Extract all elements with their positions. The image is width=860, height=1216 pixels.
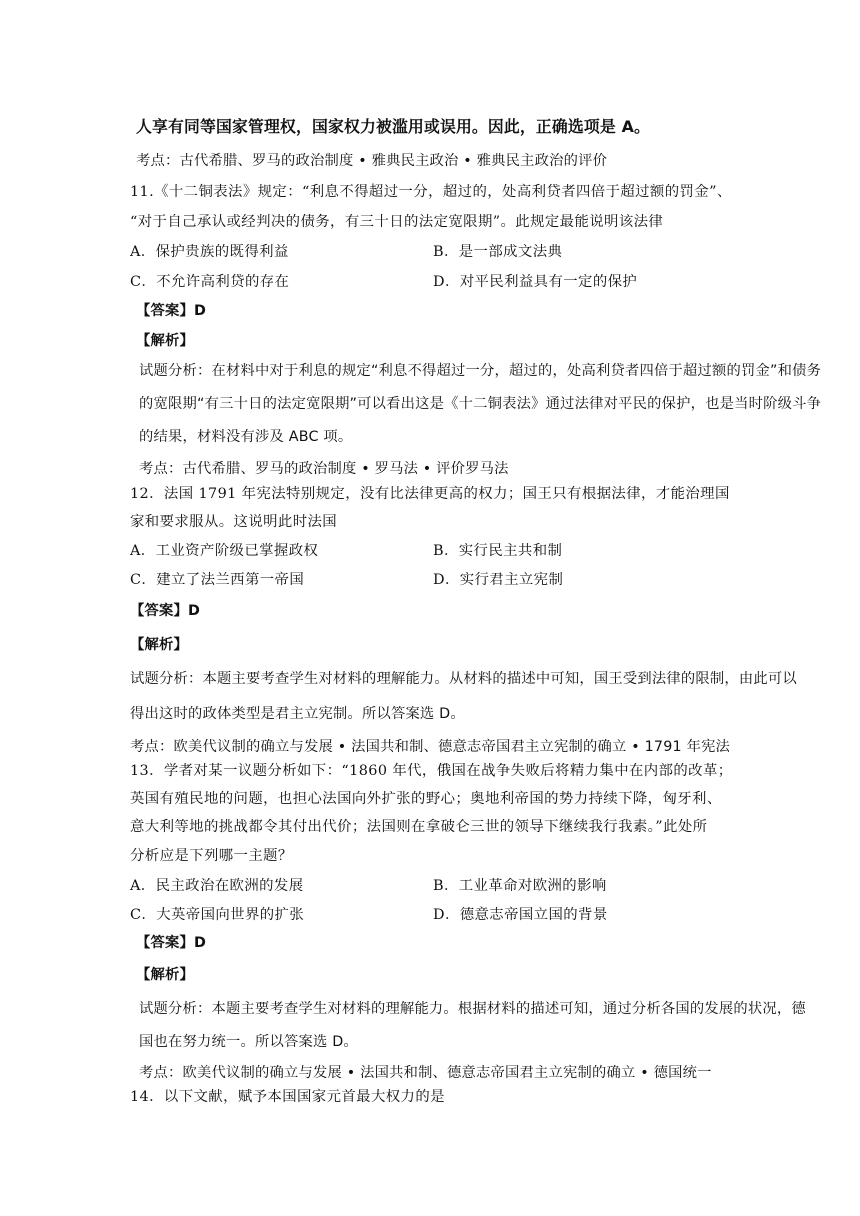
q11-option-a: A．保护贵族的既得利益 [130,244,289,260]
q11-stem-line1: 11.《十二铜表法》规定：“利息不得超过一分，超过的，处高利贷者四倍于超过额的罚金”、 [130,184,732,200]
q11-answer: 【答案】D [136,303,207,319]
analysis-tail-prev: 人享有同等国家管理权，国家权力被滥用或误用。因此，正确选项是 A。 [136,117,651,136]
q12-answer: 【答案】D [130,603,201,619]
q13-option-c: C．大英帝国向世界的扩张 [130,907,305,923]
q11-kaodian: 考点：古代希腊、罗马的政治制度 • 罗马法 • 评价罗马法 [139,461,509,477]
q13-stem-line4: 分析应是下列哪一主题？ [130,848,293,864]
q12-option-c: C．建立了法兰西第一帝国 [130,572,305,588]
q12-stem-line2: 家和要求服从。这说明此时法国 [130,514,338,530]
q13-stem-line1: 13．学者对某一议题分析如下：“1860 年代，俄国在战争失败后将精力集中在内部的改革； [130,763,733,779]
q13-answer: 【答案】D [136,935,207,951]
q14-stem-line1: 14．以下文献，赋予本国国家元首最大权力的是 [130,1089,445,1105]
q11-stem-line2: “对于自己承认或经判决的债务，有三十日的法定宽限期”。此规定最能说明该法律 [130,214,664,230]
q12-option-d: D．实行君主立宪制 [433,572,564,588]
q12-analysis-line1: 试题分析：本题主要考查学生对材料的理解能力。从材料的描述中可知，国王受到法律的限制，由此可以 [130,671,797,687]
q12-kaodian: 考点：欧美代议制的确立与发展 • 法国共和制、德意志帝国君主立宪制的确立 • 1791 年宪法 [130,739,731,755]
q13-option-d: D．德意志帝国立国的背景 [433,907,608,923]
kaodian-prev: 考点：古代希腊、罗马的政治制度 • 雅典民主政治 • 雅典民主政治的评价 [136,153,608,169]
q11-option-d: D．对平民利益具有一定的保护 [433,274,638,290]
q13-option-a: A．民主政治在欧洲的发展 [130,878,304,894]
q13-stem-line2: 英国有殖民地的问题，也担心法国向外扩张的野心；奥地利帝国的势力持续下降，匈牙利、 [130,791,722,807]
q12-option-b: B．实行民主共和制 [433,543,563,559]
q13-analysis-line2: 国也在努力统一。所以答案选 D。 [139,1034,358,1050]
q11-option-c: C．不允许高利贷的存在 [130,274,290,290]
q11-analysis-line1: 试题分析：在材料中对于利息的规定“利息不得超过一分，超过的，处高利贷者四倍于超过额的罚金”和债务 [139,363,822,379]
q12-jiexi-label: 【解析】 [130,637,188,653]
q11-option-b: B．是一部成文法典 [433,244,563,260]
q12-option-a: A．工业资产阶级已掌握政权 [130,543,319,559]
q13-analysis-line1: 试题分析：本题主要考查学生对材料的理解能力。根据材料的描述可知，通过分析各国的发展的状况，德 [139,1001,806,1017]
q11-jiexi-label: 【解析】 [136,333,194,349]
q11-analysis-line2: 的宽限期“有三十日的法定宽限期”可以看出这是《十二铜表法》通过法律对平民的保护，也是当时阶级斗争 [139,396,822,412]
q13-stem-line3: 意大利等地的挑战都令其付出代价；法国则在拿破仑三世的领导下继续我行我素。”此处所 [130,819,708,835]
q13-kaodian: 考点：欧美代议制的确立与发展 • 法国共和制、德意志帝国君主立宪制的确立 • 德国统一 [139,1065,712,1081]
q13-jiexi-label: 【解析】 [136,967,194,983]
q12-stem-line1: 12．法国 1791 年宪法特别规定，没有比法律更高的权力；国王只有根据法律，才能治理国 [130,486,730,502]
q13-option-b: B．工业革命对欧洲的影响 [433,878,607,894]
q11-analysis-line3: 的结果，材料没有涉及 ABC 项。 [139,429,353,445]
q12-analysis-line2: 得出这时的政体类型是君主立宪制。所以答案选 D。 [130,706,465,722]
